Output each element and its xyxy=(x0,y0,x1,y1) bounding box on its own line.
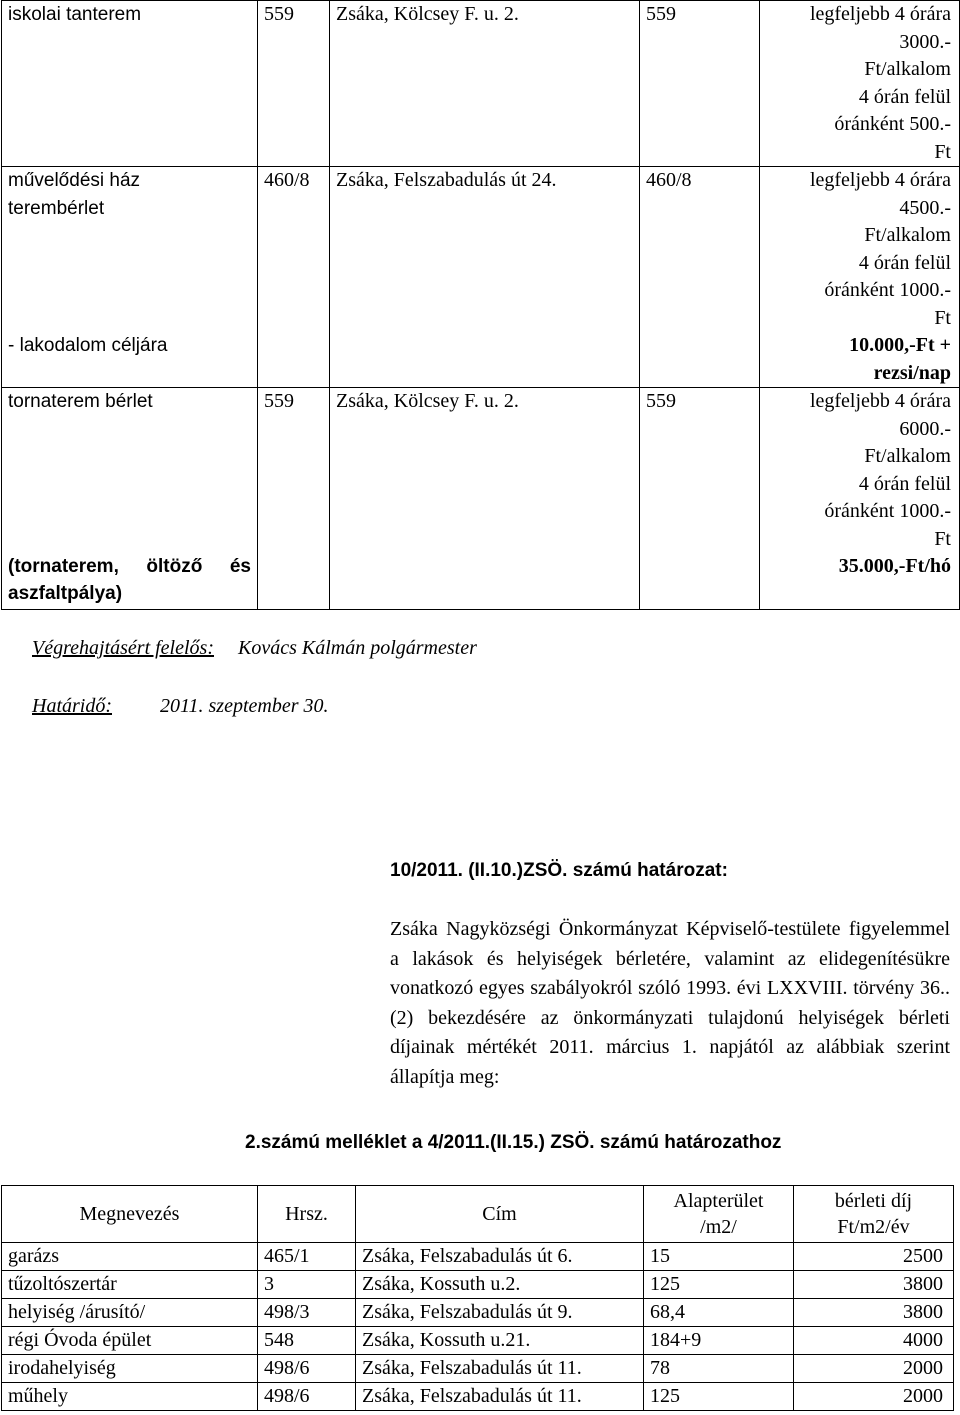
resolution-title xyxy=(390,860,728,882)
cell-name: garázs xyxy=(2,1243,258,1271)
cell-rent: 3800 xyxy=(794,1299,954,1327)
resolution-number: 10/2011. (II.10.)ZSÖ. xyxy=(390,860,568,881)
fee-cell: legfeljebb 4 órára 6000.- Ft/alkalom 4 órán felül óránként 1000.- Ft 35.000,-Ft/hó xyxy=(760,388,960,610)
hrsz2-cell: 460/8 xyxy=(640,167,760,388)
cell-area: 125 xyxy=(644,1383,794,1411)
hrsz2-cell: 559 xyxy=(640,388,760,610)
cell-hrsz: 548 xyxy=(258,1327,356,1355)
responsible-label: Végrehajtásért felelős: xyxy=(32,637,214,659)
cell-address: Zsáka, Kossuth u.21. xyxy=(356,1327,644,1355)
responsible-value: Kovács Kálmán polgármester xyxy=(238,637,477,659)
deadline-label: Határidő: xyxy=(32,695,112,717)
header-name: Megnevezés xyxy=(2,1186,258,1243)
address-cell: Zsáka, Kölcsey F. u. 2. xyxy=(330,388,640,610)
hrsz-cell: 559 xyxy=(258,1,330,167)
cell-name: tűzoltószertár xyxy=(2,1271,258,1299)
hrsz-cell: 559 xyxy=(258,388,330,610)
cell-hrsz: 3 xyxy=(258,1271,356,1299)
cell-name: irodahelyiség xyxy=(2,1355,258,1383)
cell-name: helyiség /árusító/ xyxy=(2,1299,258,1327)
responsible-line xyxy=(32,637,477,660)
table-row xyxy=(2,1,960,167)
table-row xyxy=(2,1383,954,1411)
cell-hrsz: 498/6 xyxy=(258,1355,356,1383)
fee-cell: legfeljebb 4 órára 3000.- Ft/alkalom 4 órán felül óránként 500.- Ft xyxy=(760,1,960,167)
cell-address: Zsáka, Felszabadulás út 9. xyxy=(356,1299,644,1327)
cell-address: Zsáka, Felszabadulás út 11. xyxy=(356,1383,644,1411)
fee-cell: legfeljebb 4 órára 4500.- Ft/alkalom 4 órán felül óránként 1000.- Ft 10.000,-Ft + rezsi/nap xyxy=(760,167,960,388)
cell-address: Zsáka, Felszabadulás út 6. xyxy=(356,1243,644,1271)
cell-name: műhely xyxy=(2,1383,258,1411)
cell-area: 125 xyxy=(644,1271,794,1299)
hrsz2-cell: 559 xyxy=(640,1,760,167)
room-name: tornaterem bérlet (tornaterem, öltöző és aszfaltpálya) xyxy=(2,388,258,610)
resolution-label: számú határozat: xyxy=(572,860,728,881)
header-rent: bérleti díj Ft/m2/év xyxy=(794,1186,954,1243)
address-cell: Zsáka, Felszabadulás út 24. xyxy=(330,167,640,388)
cell-rent: 2000 xyxy=(794,1355,954,1383)
rent-table xyxy=(1,1185,954,1411)
table-row xyxy=(2,1271,954,1299)
cell-area: 78 xyxy=(644,1355,794,1383)
cell-name: régi Óvoda épület xyxy=(2,1327,258,1355)
room-name: művelődési ház terembérlet - lakodalom céljára xyxy=(2,167,258,388)
cell-rent: 2500 xyxy=(794,1243,954,1271)
cell-rent: 4000 xyxy=(794,1327,954,1355)
table-row xyxy=(2,167,960,388)
resolution-paragraph: Zsáka Nagyközségi Önkormányzat Képviselő-testülete figyelemmel a lakások és helyiségek bérletére, valamint az elidegenítésükre vonatkozó egyes szabályokról szóló 1993. évi LXXVIII. törvény 36.. (2) bekezdésére az önkormányzati tulajdonú helyiségek bérleti díjainak mértékét 2011. március 1. napjától az alábbiak szerint állapítja meg: xyxy=(390,918,950,1088)
address-cell: Zsáka, Kölcsey F. u. 2. xyxy=(330,1,640,167)
header-address: Cím xyxy=(356,1186,644,1243)
table-row xyxy=(2,1355,954,1383)
cell-address: Zsáka, Kossuth u.2. xyxy=(356,1271,644,1299)
header-hrsz: Hrsz. xyxy=(258,1186,356,1243)
cell-hrsz: 498/3 xyxy=(258,1299,356,1327)
cell-area: 15 xyxy=(644,1243,794,1271)
cell-rent: 3800 xyxy=(794,1271,954,1299)
cell-area: 184+9 xyxy=(644,1327,794,1355)
deadline-line xyxy=(32,695,329,718)
header-area: Alapterület /m2/ xyxy=(644,1186,794,1243)
hrsz-cell: 460/8 xyxy=(258,167,330,388)
room-name: iskolai tanterem xyxy=(2,1,258,167)
cell-rent: 2000 xyxy=(794,1383,954,1411)
table-header-row xyxy=(2,1186,954,1243)
deadline-value: 2011. szeptember 30. xyxy=(160,695,329,717)
table-row xyxy=(2,1243,954,1271)
cell-address: Zsáka, Felszabadulás út 11. xyxy=(356,1355,644,1383)
annex-title: 2.számú melléklet a 4/2011.(II.15.) ZSÖ. számú határozathoz xyxy=(245,1132,782,1153)
table-row xyxy=(2,1299,954,1327)
table-row xyxy=(2,1327,954,1355)
fee-table xyxy=(1,0,960,610)
cell-area: 68,4 xyxy=(644,1299,794,1327)
cell-hrsz: 465/1 xyxy=(258,1243,356,1271)
table-row xyxy=(2,388,960,610)
cell-hrsz: 498/6 xyxy=(258,1383,356,1411)
